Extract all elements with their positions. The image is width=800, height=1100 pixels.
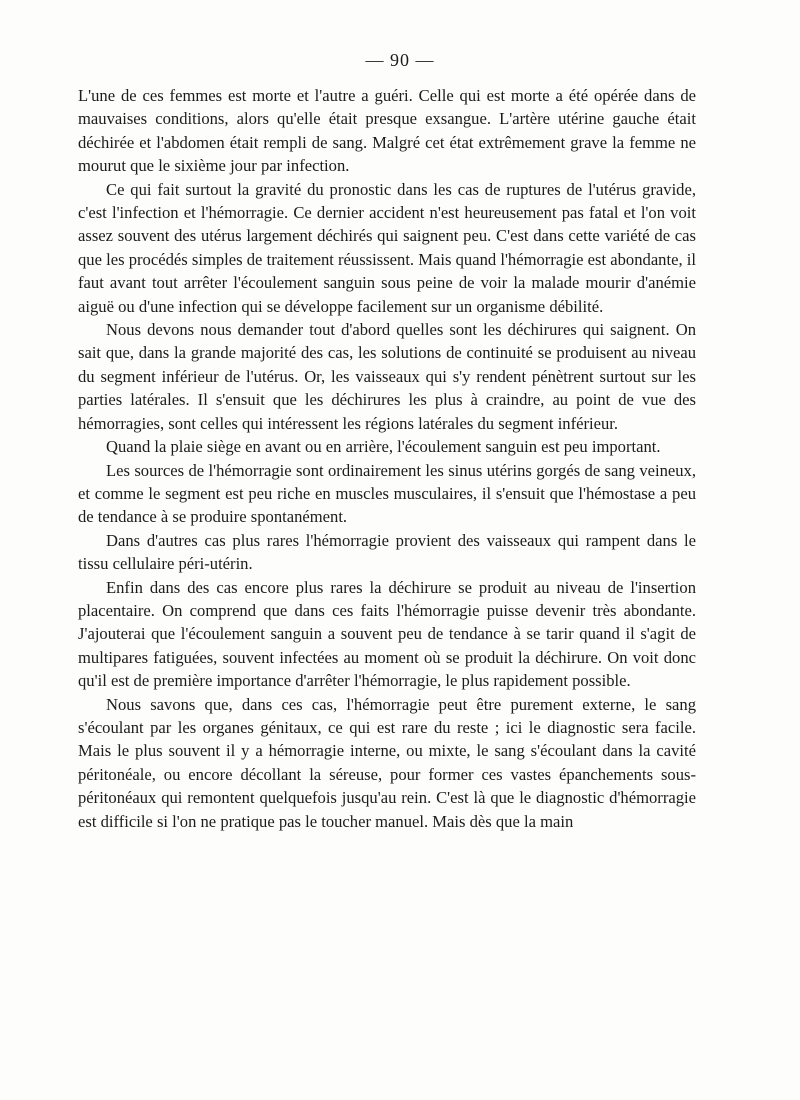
paragraph-1: L'une de ces femmes est morte et l'autre a guéri. Celle qui est morte a été opérée dans de mauvaises conditions, alors qu'elle était presque exsangue. L'artère utérine gauche était déchirée et l'abdomen était rempli de sang. Malgré cet état extrêmement grave la femme ne mourut que le sixième jour par infection. <box>78 86 696 176</box>
paragraph-8: Nous savons que, dans ces cas, l'hémorragie peut être purement externe, le sang s'écoulant par les organes génitaux, ce qui est rare du reste ; ici le diagnostic sera facile. Mais le plus souvent il y a hémorragie interne, ou mixte, le sang s'écoulant dans la cavité péritonéale, ou encore décollant la séreuse, pour former ces vastes épanchements sous-péritonéaux qui remontent quelquefois jusqu'au rein. C'est là que le diagnostic d'hémorragie est difficile si l'on ne pratique pas le toucher manuel. Mais dès que la main <box>78 694 696 831</box>
paragraph-5: Les sources de l'hémorragie sont ordinairement les sinus utérins gorgés de sang veineux, et comme le segment est peu riche en muscles musculaires, il s'ensuit que l'hémostase a peu de tendance à se produire spontanément. <box>78 460 696 527</box>
paragraph-3: Nous devons nous demander tout d'abord quelles sont les déchirures qui saignent. On sait que, dans la grande majorité des cas, les solutions de continuité se produisent au niveau du segment inférieur de l'utérus. Or, les vaisseaux qui s'y rendent pénètrent surtout sur les parties latérales. Il s'ensuit que les déchirures les plus à craindre, au point de vue des hémorragies, sont celles qui intéressent les régions latérales du segment inférieur. <box>78 320 696 433</box>
paragraph-6: Dans d'autres cas plus rares l'hémorragie provient des vaisseaux qui rampent dans le tissu cellulaire péri-utérin. <box>78 530 696 574</box>
paragraph-7: Enfin dans des cas encore plus rares la déchirure se produit au niveau de l'insertion placentaire. On comprend que dans ces faits l'hémorragie puisse devenir très abondante. J'ajouterai que l'écoulement sanguin a souvent peu de tendance à se tarir quand il s'agit de multipares fatiguées, souvent infectées au moment où se produit la déchirure. On voit donc qu'il est de première importance d'arrêter l'hémorragie, le plus rapidement possible. <box>78 577 696 691</box>
paragraph-4: Quand la plaie siège en avant ou en arrière, l'écoulement sanguin est peu important. <box>106 437 661 457</box>
page-number: — 90 — <box>365 50 435 70</box>
body-text <box>78 84 696 833</box>
paragraph-2: Ce qui fait surtout la gravité du pronostic dans les cas de ruptures de l'utérus gravide, c'est l'infection et l'hémorragie. Ce dernier accident n'est heureusement pas fatal et l'on voit assez souvent des utérus largement déchirés qui saignent peu. C'est dans cette variété de cas que les procédés simples de traitement réussissent. Mais quand l'hémorragie est abondante, il faut avant tout arrêter l'écoulement sanguin sous peine de voir la malade mourir d'anémie aiguë ou d'une infection qui se développe facilement sur un organisme débilité. <box>78 179 696 316</box>
